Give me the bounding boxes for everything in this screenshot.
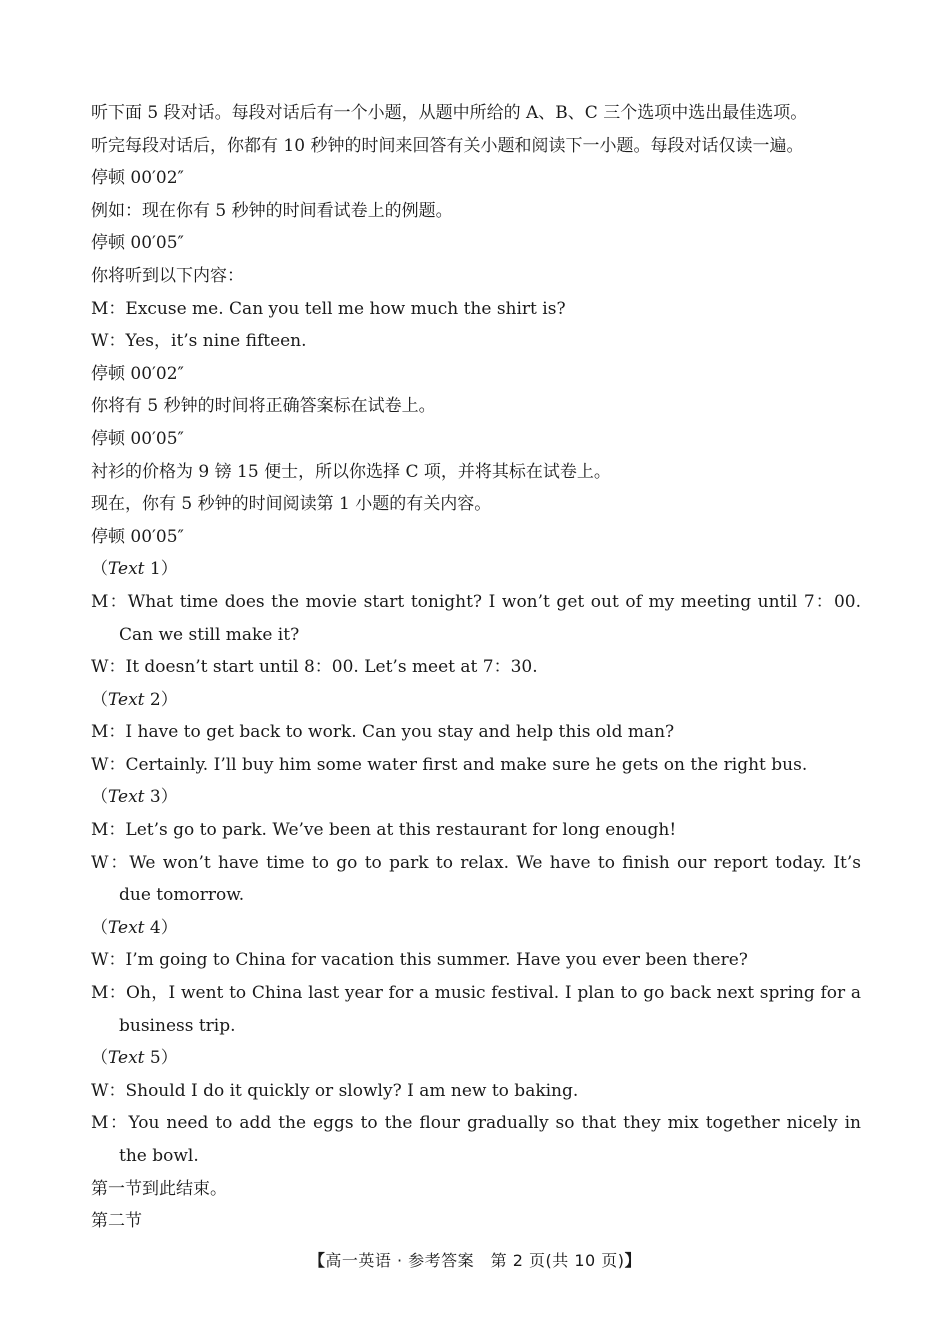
text-label-5: （Text 5） bbox=[91, 1048, 178, 1069]
dialogue-line: W：Should I do it quickly or slowly? I am new to baking. bbox=[91, 1080, 579, 1101]
document-body bbox=[91, 97, 861, 1238]
dialogue-line: W：It doesn’t start until 8：00. Let’s meet at 7：30. bbox=[91, 657, 538, 678]
text-label-number: 4 bbox=[144, 917, 161, 938]
example-dialogue-w: W：Yes，it’s nine fifteen. bbox=[91, 331, 307, 352]
page-footer bbox=[0, 1248, 950, 1271]
text-label-number: 5 bbox=[144, 1048, 161, 1069]
text-label-4: （Text 4） bbox=[91, 917, 178, 938]
footer-close-bracket: 】 bbox=[624, 1251, 642, 1270]
dialogue-line: M：I have to get back to work. Can you stay and help this old man? bbox=[91, 722, 675, 743]
dialogue-line: W：Certainly. I’ll buy him some water first and make sure he gets on the right bus. bbox=[91, 754, 808, 775]
example-line: 例如：现在你有 5 秒钟的时间看试卷上的例题。 bbox=[91, 200, 453, 221]
mark-answer-line: 你将有 5 秒钟的时间将正确答案标在试卷上。 bbox=[91, 396, 436, 417]
footer-label: 高一英语 · 参考答案 第 2 页(共 10 页) bbox=[325, 1251, 625, 1270]
instruction-line-1: 听下面 5 段对话。每段对话后有一个小题，从题中所给的 A、B、C 三个选项中选出最佳选项。 bbox=[91, 103, 808, 123]
pause-line: 停顿 00′05″ bbox=[91, 233, 184, 254]
text-label-number: 1 bbox=[144, 559, 161, 580]
explanation-line: 衬衫的价格为 9 镑 15 便士，所以你选择 C 项，并将其标在试卷上。 bbox=[91, 461, 611, 482]
text-label-3: （Text 3） bbox=[91, 787, 178, 808]
pause-line: 停顿 00′02″ bbox=[91, 168, 184, 189]
dialogue-line: W：I’m going to China for vacation this summer. Have you ever been there? bbox=[91, 950, 748, 971]
text-label-word: Text bbox=[108, 559, 145, 580]
text-label-word: Text bbox=[108, 917, 145, 938]
instruction-line-2: 听完每段对话后，你都有 10 秒钟的时间来回答有关小题和阅读下一小题。每段对话仅读一遍。 bbox=[91, 135, 804, 156]
text-label-number: 3 bbox=[144, 787, 161, 808]
example-dialogue-m: M：Excuse me. Can you tell me how much the shirt is? bbox=[91, 298, 566, 319]
text-label-word: Text bbox=[108, 689, 145, 710]
text-label-1: （Text 1） bbox=[91, 559, 178, 580]
footer-open-bracket: 【 bbox=[308, 1251, 326, 1270]
pause-line: 停顿 00′05″ bbox=[91, 428, 184, 449]
dialogue-line: W：We won’t have time to go to park to relax. We have to finish our report today. It’s due tomorrow. bbox=[91, 852, 861, 906]
text-label-word: Text bbox=[108, 1048, 145, 1069]
text-label-number: 2 bbox=[144, 689, 161, 710]
read-first-line: 现在，你有 5 秒钟的时间阅读第 1 小题的有关内容。 bbox=[91, 494, 492, 515]
text-label-2: （Text 2） bbox=[91, 689, 178, 710]
dialogue-line: M：Oh，I went to China last year for a music festival. I plan to go back next spring for a business trip. bbox=[91, 983, 861, 1036]
dialogue-line: M：What time does the movie start tonight? I won’t get out of my meeting until 7：00. Can we still make it? bbox=[91, 591, 861, 645]
pause-line: 停顿 00′02″ bbox=[91, 363, 184, 384]
pause-line: 停顿 00′05″ bbox=[91, 526, 184, 547]
section-two-heading: 第二节 bbox=[91, 1211, 142, 1232]
will-hear-line: 你将听到以下内容： bbox=[91, 265, 244, 286]
section-end-line: 第一节到此结束。 bbox=[91, 1178, 227, 1199]
dialogue-line: M：Let’s go to park. We’ve been at this restaurant for long enough! bbox=[91, 820, 677, 841]
dialogue-line: M：You need to add the eggs to the flour gradually so that they mix together nicely in the bowl. bbox=[91, 1113, 861, 1166]
text-label-word: Text bbox=[108, 787, 145, 808]
